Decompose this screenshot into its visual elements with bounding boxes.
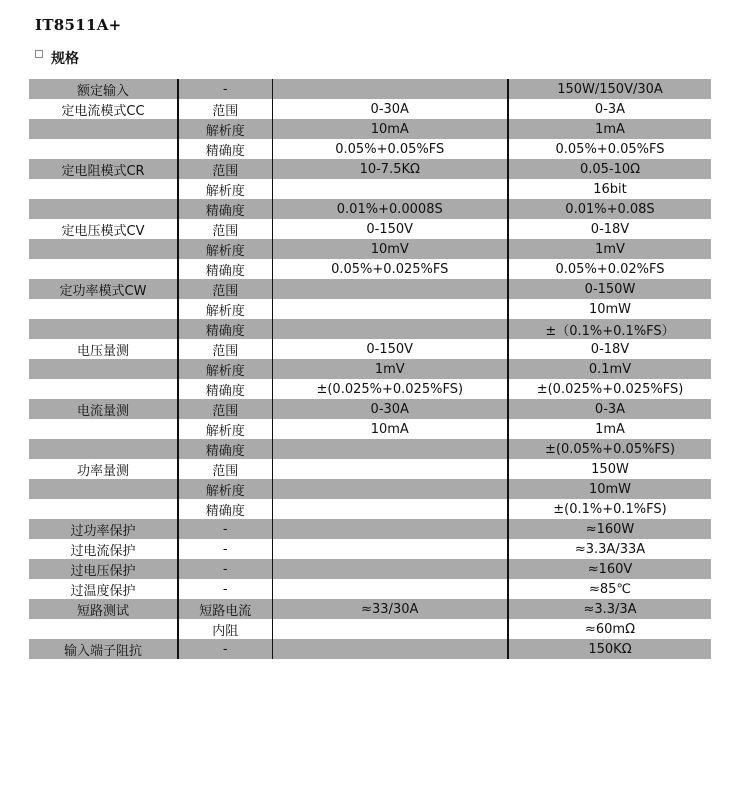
item-cell [29, 259, 178, 279]
range-high-cell [272, 619, 508, 639]
table-row [29, 239, 711, 259]
param-cell: 精确度 [178, 379, 272, 399]
range-high-cell: 10mV [272, 239, 508, 259]
range-low-cell: ±(0.1%+0.1%FS) [553, 501, 667, 517]
table-row [29, 259, 711, 279]
param-cell: 精确度 [178, 139, 272, 159]
item-cell: 定电压模式CV [29, 219, 178, 239]
range-low-cell: 0-150W [508, 279, 711, 299]
item-cell: 过电压保护 [29, 559, 178, 579]
param-cell: 精确度 [178, 499, 272, 519]
range-low-cell: ≈60mΩ [584, 621, 636, 637]
range-high-cell [272, 499, 508, 519]
range-high-cell [272, 179, 508, 199]
spec-table [29, 79, 711, 659]
param-cell: 解析度 [178, 419, 272, 439]
param-cell: 解析度 [178, 479, 272, 499]
table-row [29, 639, 711, 659]
range-high-cell: 0.01%+0.0008S [272, 199, 508, 219]
table-row [29, 79, 711, 99]
range-high-cell: 10mA [272, 419, 508, 439]
range-low-cell: ≈160V [508, 559, 711, 579]
param-cell: 范围 [178, 279, 272, 299]
table-row [29, 119, 711, 139]
spec-section-heading [35, 48, 79, 68]
param-cell: - [178, 539, 272, 559]
range-low-cell: ±(0.05%+0.05%FS) [508, 439, 711, 459]
table-row [29, 359, 711, 379]
range-high-cell [272, 539, 508, 559]
param-cell: - [178, 639, 272, 659]
item-cell: 过温度保护 [29, 579, 178, 599]
range-low-cell: ≈160W [508, 519, 711, 539]
item-cell [29, 139, 178, 159]
table-row [29, 439, 711, 459]
table-row [29, 139, 711, 159]
param-cell: 范围 [178, 459, 272, 479]
range-low-cell: 10mW [588, 301, 632, 317]
param-cell: - [178, 559, 272, 579]
item-cell: 输入端子阻抗 [29, 639, 178, 659]
item-cell [29, 179, 178, 199]
range-low-cell: ≈3.3/3A [508, 599, 711, 619]
range-high-cell: ≈33/30A [272, 599, 508, 619]
range-high-cell [272, 459, 508, 479]
range-high-cell [272, 79, 508, 99]
param-cell: 内阻 [178, 619, 272, 639]
table-row [29, 559, 711, 579]
range-high-cell [272, 579, 508, 599]
range-high-cell [272, 519, 508, 539]
table-row [29, 299, 711, 319]
item-cell [29, 479, 178, 499]
range-high-cell: 10mA [272, 119, 508, 139]
item-cell: 功率量测 [29, 459, 178, 479]
range-high-cell [272, 479, 508, 499]
item-cell: 过功率保护 [29, 519, 178, 539]
item-cell [29, 239, 178, 259]
range-high-cell [272, 319, 508, 339]
param-cell: - [178, 579, 272, 599]
range-low-cell: 1mA [508, 119, 711, 139]
table-row [29, 399, 711, 419]
range-low-cell: 0-3A [594, 101, 626, 117]
item-cell [29, 299, 178, 319]
range-low-cell: 150W/150V/30A [508, 79, 711, 99]
table-row [29, 599, 711, 619]
param-cell: 短路电流 [178, 599, 272, 619]
range-low-cell: 150KΩ [508, 639, 711, 659]
range-low-cell: 1mV [508, 239, 711, 259]
range-low-cell: 0-18V [590, 221, 630, 237]
range-high-cell: 0-30A [272, 99, 508, 119]
param-cell: 解析度 [178, 179, 272, 199]
param-cell: 精确度 [178, 199, 272, 219]
range-low-cell: 0.01%+0.08S [508, 199, 711, 219]
range-low-cell: ≈3.3A/33A [574, 541, 646, 557]
param-cell: 范围 [178, 339, 272, 359]
item-cell: 电压量测 [29, 339, 178, 359]
range-low-cell: 0.1mV [508, 359, 711, 379]
section-label: 规格 [51, 51, 79, 67]
range-high-cell: 0.05%+0.05%FS [272, 139, 508, 159]
param-cell: 范围 [178, 219, 272, 239]
range-high-cell: 1mV [272, 359, 508, 379]
table-row [29, 579, 711, 599]
table-row [29, 379, 711, 399]
range-high-cell: ±(0.025%+0.025%FS) [272, 379, 508, 399]
item-cell [29, 419, 178, 439]
param-cell: - [178, 519, 272, 539]
range-high-cell: 0-30A [272, 399, 508, 419]
range-low-cell: 0.05%+0.05%FS [555, 141, 665, 157]
param-cell: 精确度 [178, 439, 272, 459]
table-row [29, 99, 711, 119]
table-row [29, 499, 711, 519]
item-cell: 定电流模式CC [29, 99, 178, 119]
param-cell: - [178, 79, 272, 99]
item-cell: 短路测试 [29, 599, 178, 619]
param-cell: 范围 [178, 99, 272, 119]
range-low-cell: ≈85℃ [588, 581, 632, 597]
item-cell [29, 619, 178, 639]
table-row [29, 619, 711, 639]
range-low-cell: 10mW [508, 479, 711, 499]
table-row [29, 319, 711, 339]
range-low-cell: 0-18V [590, 341, 630, 357]
range-high-cell: 0-150V [272, 219, 508, 239]
bullet-icon [35, 50, 43, 58]
range-low-cell: ±（0.1%+0.1%FS） [508, 319, 711, 339]
range-high-cell [272, 559, 508, 579]
range-low-cell: 0.05%+0.02%FS [555, 261, 665, 277]
item-cell: 额定输入 [29, 79, 178, 99]
item-cell: 过电流保护 [29, 539, 178, 559]
table-row [29, 479, 711, 499]
item-cell: 定电阻模式CR [29, 159, 178, 179]
table-row [29, 219, 711, 239]
range-high-cell [272, 279, 508, 299]
item-cell: 定功率模式CW [29, 279, 178, 299]
item-cell [29, 319, 178, 339]
param-cell: 范围 [178, 399, 272, 419]
item-cell [29, 359, 178, 379]
table-row [29, 159, 711, 179]
range-high-cell: 0-150V [272, 339, 508, 359]
range-low-cell: 1mA [595, 421, 625, 437]
range-low-cell: ±(0.025%+0.025%FS) [536, 381, 684, 397]
param-cell: 范围 [178, 159, 272, 179]
item-cell [29, 199, 178, 219]
param-cell: 解析度 [178, 359, 272, 379]
table-row [29, 339, 711, 359]
range-high-cell [272, 439, 508, 459]
item-cell [29, 379, 178, 399]
range-low-cell: 16bit [593, 181, 627, 197]
range-low-cell: 0-3A [508, 399, 711, 419]
table-row [29, 519, 711, 539]
item-cell [29, 439, 178, 459]
range-high-cell [272, 299, 508, 319]
param-cell: 精确度 [178, 259, 272, 279]
param-cell: 解析度 [178, 299, 272, 319]
item-cell [29, 119, 178, 139]
param-cell: 精确度 [178, 319, 272, 339]
item-cell [29, 499, 178, 519]
table-row [29, 199, 711, 219]
range-low-cell: 150W [591, 461, 629, 477]
table-row [29, 279, 711, 299]
param-cell: 解析度 [178, 119, 272, 139]
item-cell: 电流量测 [29, 399, 178, 419]
range-low-cell: 0.05-10Ω [508, 159, 711, 179]
table-row [29, 419, 711, 439]
range-high-cell: 10-7.5KΩ [272, 159, 508, 179]
product-title: IT8511A+ [35, 16, 122, 34]
range-high-cell [272, 639, 508, 659]
table-row [29, 179, 711, 199]
param-cell: 解析度 [178, 239, 272, 259]
table-row [29, 539, 711, 559]
range-high-cell: 0.05%+0.025%FS [272, 259, 508, 279]
table-row [29, 459, 711, 479]
